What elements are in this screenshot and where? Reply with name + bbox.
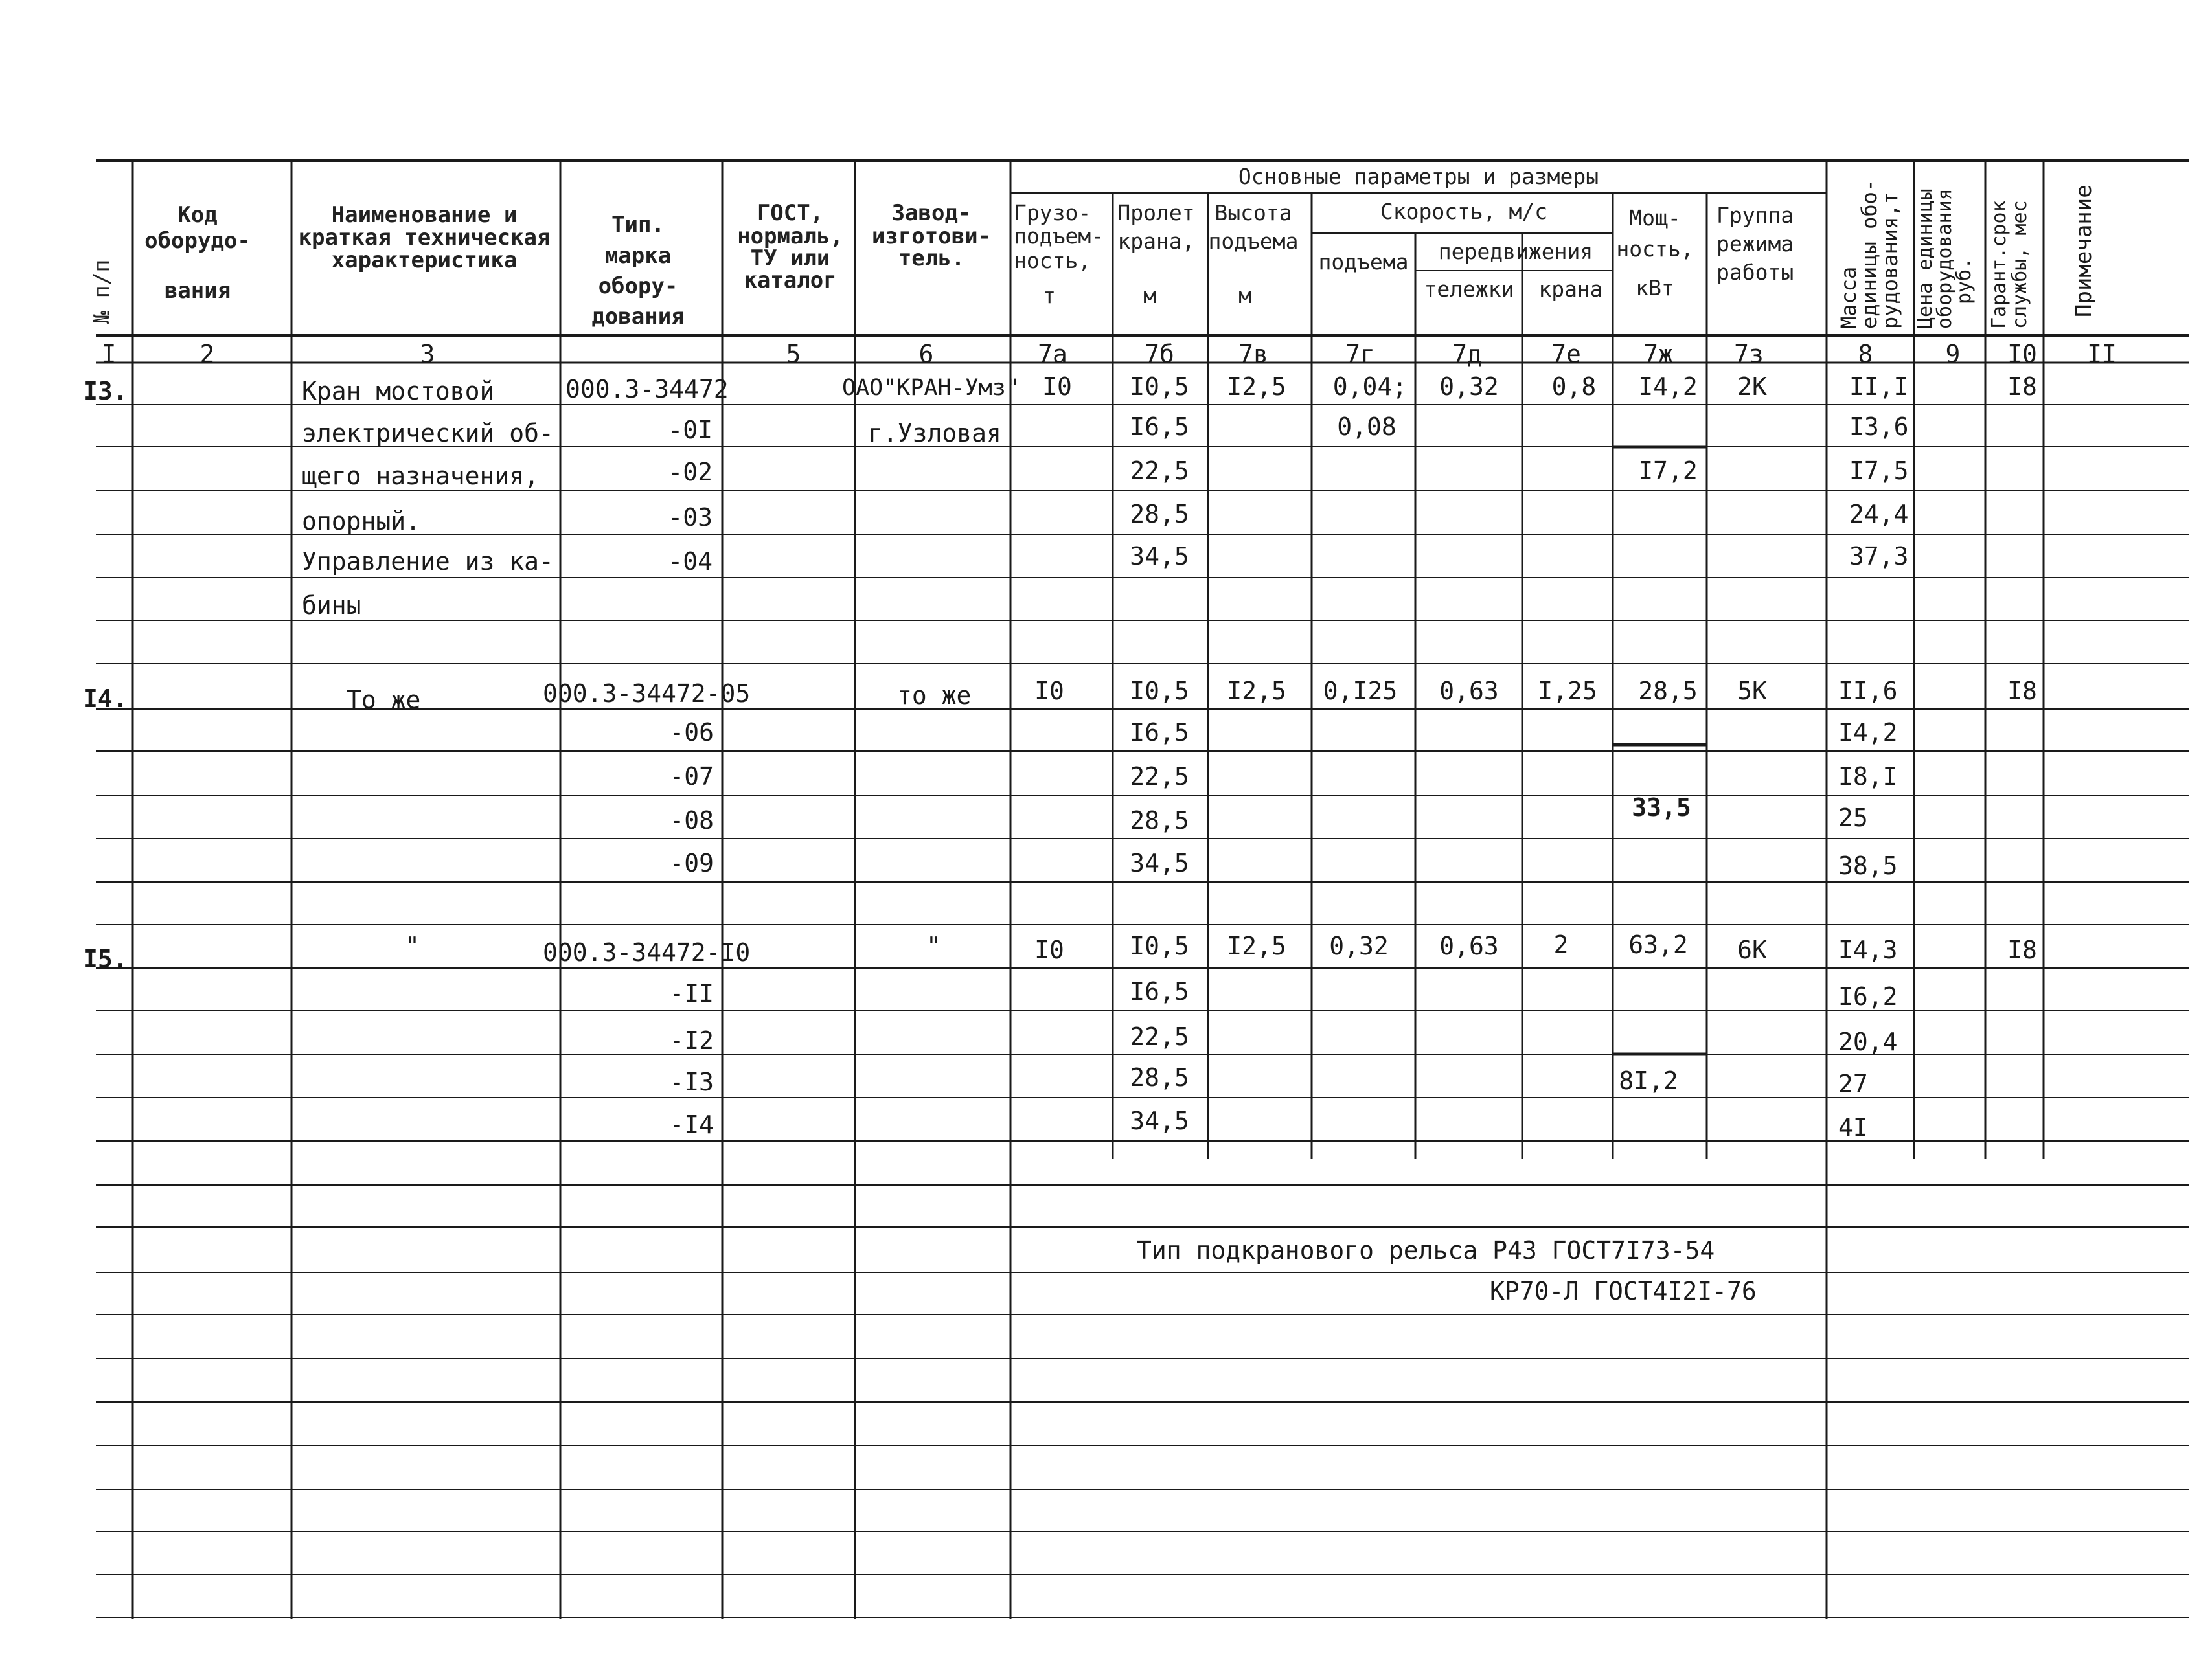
group-13-span-2: I6,5 [1130, 412, 1189, 441]
colnum-7v: 7в [1238, 340, 1268, 368]
header-type-2: марка [604, 243, 672, 269]
group-14-type-2: -06 [669, 718, 714, 747]
colnum-3: 3 [420, 340, 435, 368]
header-note: Примечание [2071, 185, 2097, 317]
header-warranty-2: службы, мес [2009, 200, 2031, 329]
header-capacity-2: подъем- [1014, 223, 1104, 249]
group-14-type-1: 000.3-34472-05 [543, 679, 751, 708]
colnum-8: 8 [1858, 340, 1873, 368]
group-14-mass-3: I8,I [1838, 762, 1898, 791]
group-15-warranty: I8 [2007, 936, 2037, 964]
colnum-10: I0 [2007, 340, 2037, 368]
group-15-type-2: -II [669, 979, 714, 1008]
group-14-span-3: 22,5 [1130, 762, 1189, 791]
header-type-4: дования [591, 304, 685, 330]
header-capacity-4: т [1043, 283, 1056, 308]
group-15-span-5: 34,5 [1130, 1107, 1189, 1135]
header-travel: передвижения [1438, 239, 1593, 264]
header-maker-3: тель. [898, 245, 965, 271]
group-14-type-5: -09 [669, 849, 714, 877]
colnum-6: 6 [918, 340, 934, 368]
group-15-crane: 2 [1553, 931, 1569, 959]
group-15-mass-1: I4,3 [1838, 936, 1898, 964]
group-13-lift-2: 0,08 [1337, 412, 1397, 441]
header-mass-2: единицы обо- [1857, 179, 1882, 329]
group-15-name-1: " [405, 932, 420, 960]
group-14-type-4: -08 [669, 806, 714, 835]
colnum-9: 9 [1945, 340, 1961, 368]
group-14-span-2: I6,5 [1130, 718, 1189, 747]
header-capacity-3: ность, [1014, 248, 1091, 273]
group-14-name-1: То же [347, 686, 421, 714]
group-14-span-4: 28,5 [1130, 806, 1189, 835]
header-power-1: Мощ- [1629, 205, 1681, 231]
colnum-1: I [101, 340, 117, 368]
group-15-mass-2: I6,2 [1838, 982, 1898, 1011]
group-13-mass-3: I7,5 [1849, 457, 1909, 485]
header-type-1: Тип. [611, 212, 665, 238]
group-14-capacity: I0 [1034, 677, 1064, 705]
group-13-mass-1: II,I [1849, 372, 1909, 401]
header-span-1: Пролет [1117, 200, 1195, 225]
group-15-span-1: I0,5 [1130, 932, 1189, 960]
header-name-3: характеристика [331, 247, 518, 273]
rail-note-1: Тип подкранового рельса Р43 ГОСТ7I73-54 [1137, 1236, 1715, 1265]
group-13-type-2: -0I [668, 416, 713, 444]
header-params: Основные параметры и размеры [1238, 164, 1599, 189]
group-15-capacity: I0 [1034, 936, 1064, 964]
group-13-span-1: I0,5 [1130, 372, 1189, 401]
group-13-span-3: 22,5 [1130, 457, 1189, 485]
header-num: № п/п [89, 259, 114, 324]
group-14-warranty: I8 [2007, 677, 2037, 705]
group-13-num: I3. [83, 377, 128, 405]
group-14-height: I2,5 [1227, 677, 1286, 705]
header-mass-1: Масса [1836, 266, 1861, 329]
group-14-mass-1: II,6 [1838, 677, 1898, 705]
header-span-3: м [1143, 283, 1156, 308]
header-maker-1: Завод- [891, 200, 972, 226]
header-gost-3: ТУ или [750, 245, 830, 271]
group-15-type-3: -I2 [669, 1026, 714, 1055]
group-13-maker-2: г.Узловая [868, 419, 1001, 447]
group-14-power-2: 33,5 [1632, 793, 1691, 822]
header-maker-2: изготови- [871, 223, 992, 249]
colnum-2: 2 [200, 340, 215, 368]
group-14-lift-1: 0,I25 [1323, 677, 1398, 705]
colnum-7g: 7г [1345, 340, 1375, 368]
header-height-1: Высота [1214, 200, 1292, 225]
group-13-trolley: 0,32 [1439, 372, 1499, 401]
group-15-span-4: 28,5 [1130, 1063, 1189, 1092]
group-13-name-2: электрический об- [302, 419, 554, 447]
header-group-3: работы [1716, 260, 1794, 285]
header-gost-4: каталог [744, 267, 837, 293]
header-span-2: крана, [1117, 229, 1195, 254]
group-14-crane: I,25 [1538, 677, 1597, 705]
group-15-span-3: 22,5 [1130, 1022, 1189, 1051]
group-14-mass-5: 38,5 [1838, 852, 1898, 880]
group-15-mass-5: 4I [1838, 1113, 1868, 1142]
group-15-power-2: 8I,2 [1619, 1066, 1678, 1095]
group-15-type-4: -I3 [669, 1068, 714, 1096]
group-15-type-1: 000.3-34472-I0 [543, 938, 751, 967]
group-13-name-4: опорный. [302, 507, 421, 536]
group-13-mass-5: 37,3 [1849, 542, 1909, 570]
colnum-7d: 7д [1452, 340, 1482, 368]
group-15-maker-1: " [926, 932, 941, 960]
group-13-height: I2,5 [1227, 372, 1286, 401]
colnum-7a: 7а [1038, 340, 1067, 368]
group-15-type-5: -I4 [669, 1111, 714, 1139]
group-13-name-1: Кран мостовой [302, 377, 495, 405]
colnum-5: 5 [786, 340, 801, 368]
header-power-2: ность, [1616, 236, 1694, 262]
group-15-mass-4: 27 [1838, 1070, 1868, 1098]
group-14-mass-2: I4,2 [1838, 718, 1898, 747]
group-13-warranty: I8 [2007, 372, 2037, 401]
group-13-lift-1: 0,04; [1332, 372, 1408, 401]
header-price-1: Цена единицы [1914, 188, 1937, 329]
header-code-3: вания [164, 278, 231, 304]
colnum-11: II [2087, 340, 2117, 368]
header-name-2: краткая техническая [298, 225, 551, 251]
group-14-group: 5К [1737, 677, 1767, 705]
group-14-trolley: 0,63 [1439, 677, 1499, 705]
header-height-2: подъема [1208, 229, 1299, 254]
group-15-height: I2,5 [1227, 932, 1286, 960]
group-15-span-2: I6,5 [1130, 977, 1189, 1006]
group-14-type-3: -07 [669, 762, 714, 791]
header-crane: крана [1538, 276, 1603, 302]
group-13-name-6: бины [302, 591, 361, 620]
group-13-type-5: -04 [668, 547, 713, 576]
header-code-2: оборудо- [144, 228, 251, 254]
group-13-mass-4: 24,4 [1849, 500, 1909, 528]
group-15-num: I5. [83, 945, 128, 973]
header-speed: Скорость, м/с [1380, 199, 1548, 224]
group-13-capacity: I0 [1042, 372, 1072, 401]
header-gost-2: нормаль, [737, 223, 843, 249]
group-14-span-1: I0,5 [1130, 677, 1189, 705]
group-13-group: 2К [1737, 372, 1767, 401]
group-13-type-4: -03 [668, 503, 713, 532]
group-13-maker-1: ОАО"КРАН-Умз" [842, 375, 1020, 401]
group-14-maker-1: то же [897, 681, 972, 710]
group-13-power-2: I7,2 [1638, 457, 1698, 485]
header-capacity-1: Грузо- [1014, 200, 1091, 225]
group-13-type-3: -02 [668, 458, 713, 486]
group-13-crane: 0,8 [1551, 372, 1597, 401]
colnum-7z: 7з [1734, 340, 1764, 368]
header-price-2: оборудования [1933, 188, 1956, 329]
header-lift: подъема [1318, 249, 1409, 275]
header-group-2: режима [1716, 231, 1794, 256]
header-group-1: Группа [1716, 203, 1794, 228]
header-price-3: руб. [1953, 257, 1976, 304]
group-13-span-4: 28,5 [1130, 500, 1189, 528]
group-14-power-1: 28,5 [1638, 677, 1698, 705]
header-name-1: Наименование и [331, 202, 518, 228]
group-14-num: I4. [83, 684, 128, 713]
group-15-trolley: 0,63 [1439, 932, 1499, 960]
header-trolley: тележки [1424, 276, 1514, 302]
header-power-3: кВт [1636, 275, 1674, 300]
rail-note-2: КР70-Л ГОСТ4I2I-76 [1490, 1277, 1757, 1305]
group-15-lift-1: 0,32 [1329, 932, 1389, 960]
group-14-mass-4: 25 [1838, 804, 1868, 832]
colnum-7b: 7б [1145, 340, 1174, 368]
group-13-type-1: 000.3-34472 [565, 375, 729, 403]
header-gost-1: ГОСТ, [757, 200, 824, 226]
colnum-7zh: 7ж [1643, 340, 1673, 368]
group-15-mass-3: 20,4 [1838, 1028, 1898, 1056]
group-15-power-1: 63,2 [1628, 931, 1688, 959]
group-13-span-5: 34,5 [1130, 542, 1189, 570]
group-13-mass-2: I3,6 [1849, 412, 1909, 441]
group-15-group: 6К [1737, 936, 1767, 964]
group-13-name-3: щего назначения, [302, 462, 540, 490]
header-height-3: м [1238, 283, 1251, 308]
colnum-7e: 7е [1551, 340, 1581, 368]
group-13-power-1: I4,2 [1638, 372, 1698, 401]
group-14-span-5: 34,5 [1130, 849, 1189, 877]
header-type-3: обору- [598, 273, 678, 299]
group-13-name-5: Управление из ка- [302, 547, 554, 576]
header-warranty-1: Гарант.срок [1988, 200, 2011, 329]
header-code-1: Код [177, 202, 218, 228]
header-mass-3: рудования,т [1878, 192, 1902, 329]
